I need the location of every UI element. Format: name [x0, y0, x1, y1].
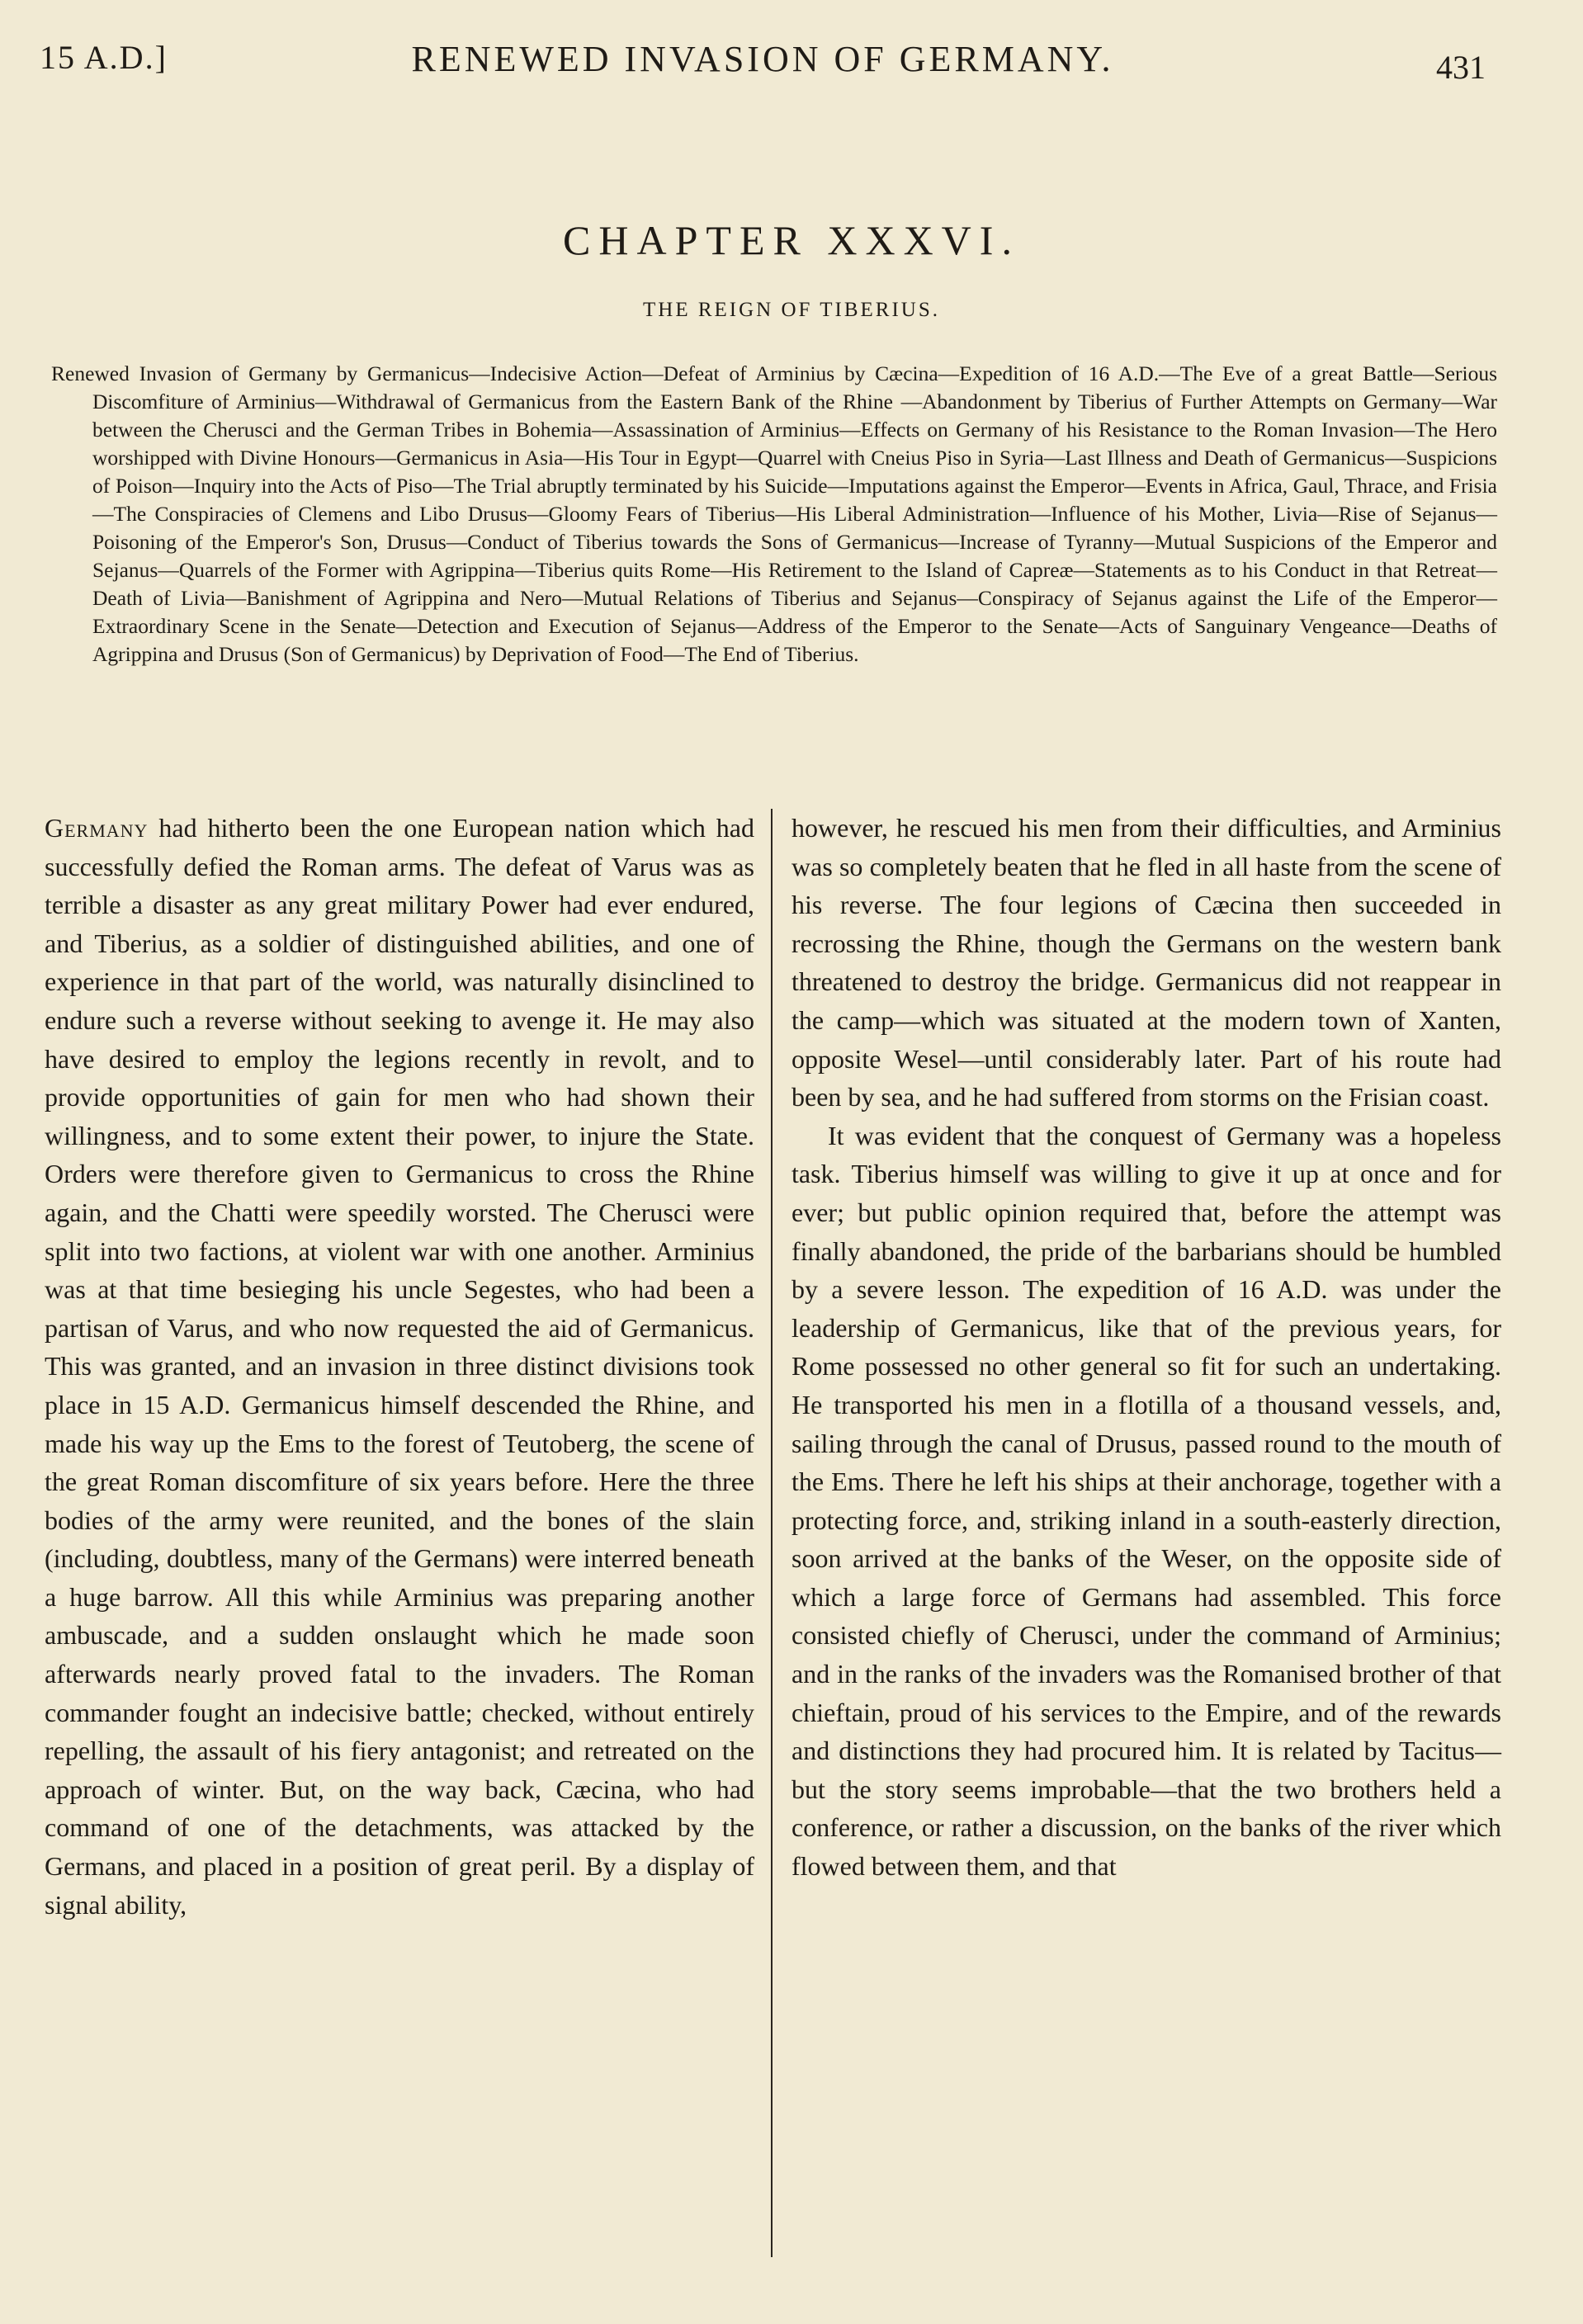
left-column [45, 809, 754, 1924]
synopsis-text: Renewed Invasion of Germany by Germanicus—Indecisive Action—Defeat of Arminius by Cæcina—Expedition of 16 A.D.—The Eve of a great Battle—Serious Discomfiture of Arminius—Withdrawal of Germanicus from the Eastern Bank of the Rhine —Abandonment by Tiberius of Further Attempts on Germany—War between the Cherusci and the German Tribes in Bohemia—Assassination of Arminius—Effects on Germany of his Resistance to the Roman Invasion—The Hero worshipped with Divine Honours—Germanicus in Asia—His Tour in Egypt—Quarrel with Cneius Piso in Syria—Last Illness and Death of Germanicus—Suspicions of Poison—Inquiry into the Acts of Piso—The Trial abruptly terminated by his Suicide—Imputations against the Emperor—Events in Africa, Gaul, Thrace, and Frisia—The Conspiracies of Clemens and Libo Drusus—Gloomy Fears of Tiberius—His Liberal Administration—Influence of his Mother, Livia—Rise of Sejanus—Poisoning of the Emperor's Son, Drusus—Conduct of Tiberius towards the Sons of Germanicus—Increase of Tyranny—Mutual Suspicions of the Emperor and Sejanus—Quarrels of the Former with Agrippina—Tiberius quits Rome—His Retirement to the Island of Capreæ—Statements as to his Conduct in that Retreat—Death of Livia—Banishment of Agrippina and Nero—Mutual Relations of Tiberius and Sejanus—Conspiracy of Sejanus against the Life of the Emperor—Extraordinary Scene in the Senate—Detection and Execution of Sejanus—Address of the Emperor to the Senate—Acts of Sanguinary Vengeance—Deaths of Agrippina and Drusus (Son of Germanicus) by Deprivation of Food—The End of Tiberius. [51, 361, 1497, 666]
opening-word: Germany [45, 813, 149, 843]
chapter-number: CHAPTER XXXVI. [563, 217, 1020, 263]
paragraph-text: had hitherto been the one European nation which had successfully defied the Roman arms. The defeat of Varus was as terrible a disaster as any great military Power had ever endured, and Tiberius, as a soldier of distinguished abilities, and one of experience in that part of the world, was naturally disinclined to endure such a reverse without seeking to avenge it. He may also have desired to employ the legions recently in revolt, and to provide opportunities of gain for men who had shown their willingness, and to some extent their power, to injure the State. Orders were therefore given to Germanicus to cross the Rhine again, and the Chatti were speedily worsted. The Cherusci were split into two factions, at violent war with one another. Arminius was at that time besieging his uncle Segestes, who had been a partisan of Varus, and who now requested the aid of Germanicus. This was granted, and an invasion in three distinct divisions took place in 15 A.D. Germanicus himself descended the Rhine, and made his way up the Ems to the forest of Teutoberg, the scene of the great Roman discomfiture of six years before. Here the three bodies of the army were reunited, and the bones of the slain (including, doubtless, many of the Germans) were interred beneath a huge barrow. All this while Arminius was preparing another ambuscade, and a sudden onslaught which he made soon afterwards nearly proved fatal to the invaders. The Roman commander fought an indecisive battle; checked, without entirely repelling, the assault of his fiery antagonist; and retreated on the approach of winter. But, on the way back, Cæcina, who had command of one of the detachments, was attacked by the Germans, and placed in a position of great peril. By a display of signal ability, [45, 813, 755, 1920]
paragraph [45, 809, 754, 1924]
paragraph: It was evident that the conquest of Germany was a hopeless task. Tiberius himself was willing to give it up at once and for ever; but public opinion required that, before the attempt was finally abandoned, the pride of the barbarians should be humbled by a severe lesson. The expedition of 16 A.D. was under the leadership of Germanicus, like that of the previous years, for Rome possessed no other general so fit for such an undertaking. He transported his men in a flotilla of a thousand vessels, and, sailing through the canal of Drusus, passed round to the mouth of the Ems. There he left his ships at their anchorage, together with a protecting force, and, striking inland in a south-easterly direction, soon arrived at the banks of the Weser, on the opposite side of which a large force of Germans had assembled. This force consisted chiefly of Cherusci, under the command of Arminius; and in the ranks of the invaders was the Romanised brother of that chieftain, proud of his services to the Empire, and of the rewards and distinctions they had procured him. It is related by Tacitus—but the story seems improbable—that the two brothers held a conference, or rather a discussion, on the banks of the river which flowed between them, and that [792, 1120, 1501, 1882]
column-rule [771, 809, 773, 2257]
running-head-date: 15 A.D.] [40, 39, 168, 76]
chapter-synopsis [51, 360, 1497, 668]
chapter-title: THE REIGN OF TIBERIUS. [643, 299, 940, 321]
paragraph: however, he rescued his men from their difficulties, and Arminius was so completely beaten that he fled in all haste from the scene of his reverse. The four legions of Cæcina then succeeded in recrossing the Rhine, though the Germans on the western bank threatened to destroy the bridge. Germanicus did not reappear in the camp—which was situated at the modern town of Xanten, opposite Wesel—until considerably later. Part of his route had been by sea, and he had suffered from storms on the Frisian coast. [792, 813, 1501, 1112]
running-head [40, 31, 1486, 89]
body-columns [45, 809, 1501, 2286]
page-number: 431 [1436, 49, 1486, 86]
running-head-title: RENEWED INVASION OF GERMANY. [411, 39, 1114, 79]
right-column [792, 809, 1501, 1886]
